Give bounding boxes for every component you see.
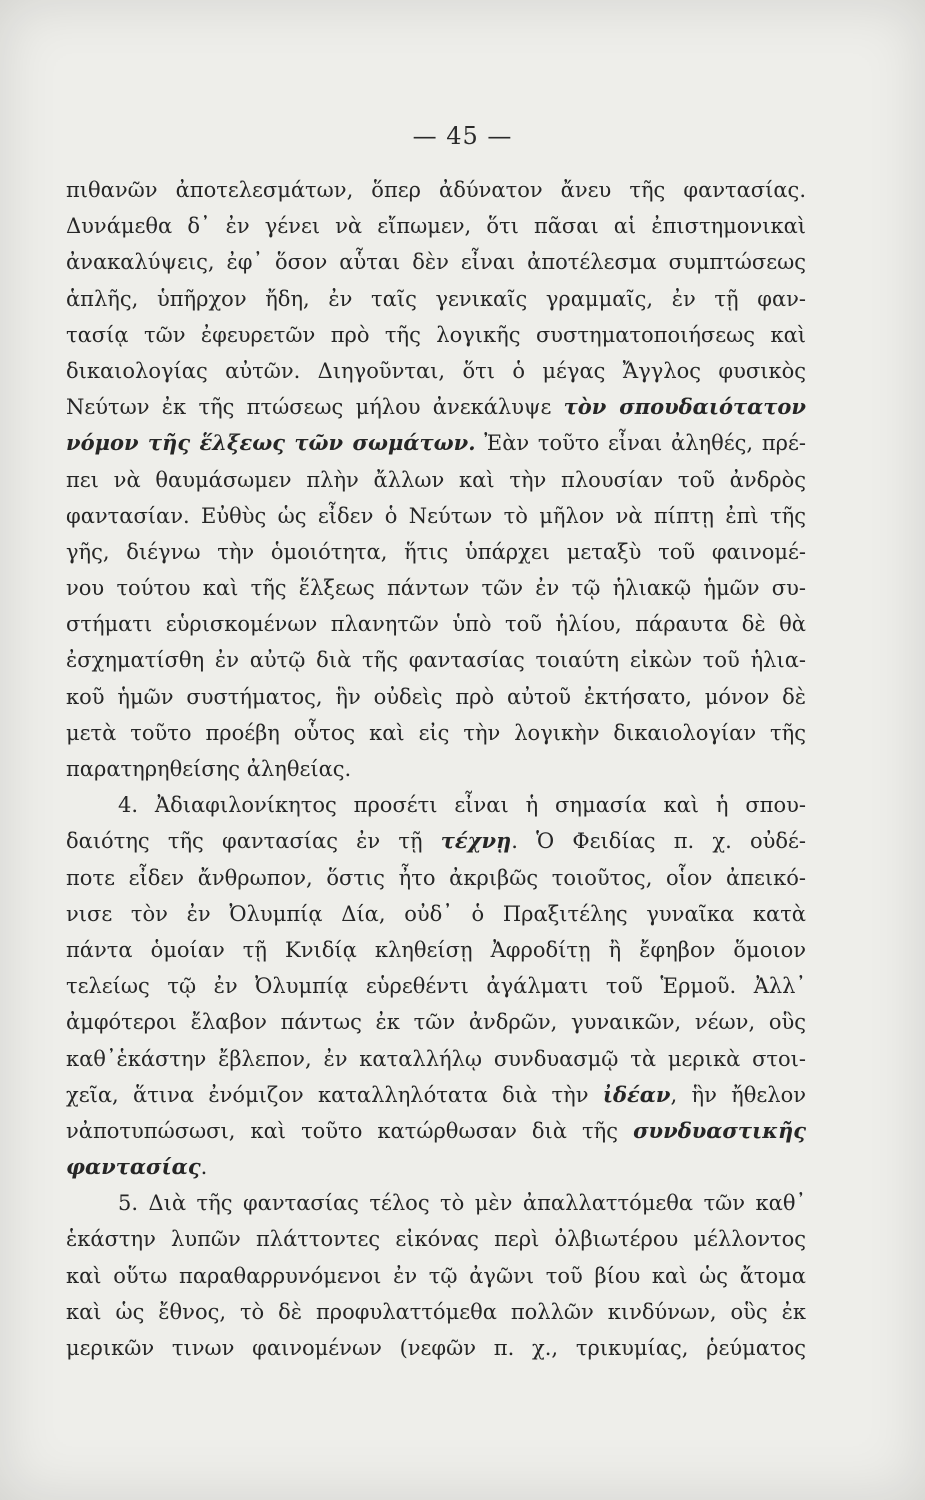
text-line [66,787,806,823]
line-text: 4. Ἀδιαφιλονίκητος προσέτι εἶναι ἡ σημασία καὶ ἡ σπου- [118,793,806,818]
text-line [66,751,806,787]
line-text: πάντα ὁμοίαν τῇ Κνιδίᾳ κληθείσῃ Ἀφροδίτῃ ἢ ἔφηβον ὅμοιον [66,937,806,962]
line-text: τασίᾳ τῶν ἐφευρετῶν πρὸ τῆς λογικῆς συστηματοποιήσεως καὶ [66,322,806,347]
text-line [66,353,806,389]
line-text: καὶ οὕτω παραθαρρυνόμενοι ἐν τῷ ἀγῶνι τοῦ βίου καὶ ὡς ἄτομα [66,1263,806,1288]
text-line [66,425,806,461]
line-text: καὶ ὡς ἔθνος, τὸ δὲ προφυλαττόμεθα πολλῶν κινδύνων, οὓς ἐκ [66,1299,806,1324]
line-text: 5. Διὰ τῆς φαντασίας τέλος τὸ μὲν ἀπαλλαττόμεθα τῶν καθ᾽ [118,1191,806,1216]
text-line [66,679,806,715]
text-line [66,1185,806,1221]
line-text: πει νὰ θαυμάσωμεν πλὴν ἄλλων καὶ τὴν πλουσίαν τοῦ ἀνδρὸς [66,467,806,492]
line-text: Ἐὰν τοῦτο εἶναι ἀληθές, πρέ- [475,431,806,456]
line-text: νἀποτυπώσωσι, καὶ τοῦτο κατώρθωσαν διὰ τῆς [66,1118,634,1143]
text-line [66,1041,806,1077]
line-text: νισε τὸν ἐν Ὀλυμπίᾳ Δία, οὐδ᾽ ὁ Πραξιτέλης γυναῖκα κατὰ [66,901,806,926]
line-text: δικαιολογίας αὐτῶν. Διηγοῦνται, ὅτι ὁ μέγας Ἄγγλος φυσικὸς [66,358,806,383]
text-line [66,389,806,425]
emphasized-text: συνδυαστικῆς [633,1117,806,1143]
text-line [66,1004,806,1040]
line-text: μερικῶν τινων φαινομένων (νεφῶν π. χ., τρικυμίας, ῥεύματος [66,1336,806,1360]
emphasized-text: τέχνῃ [440,828,512,854]
text-line [66,1149,806,1185]
text-line [66,317,806,353]
line-text: δαιότης τῆς φαντασίας ἐν τῇ [66,829,441,854]
line-text: στήματι εὑρισκομένων πλανητῶν ὑπὸ τοῦ ἡλίου, πάραυτα δὲ θὰ [66,612,806,637]
text-line [66,462,806,498]
text-line [66,1077,806,1113]
text-line [66,1221,806,1257]
line-text: φαντασίαν. Εὐθὺς ὡς εἶδεν ὁ Νεύτων τὸ μῆλον νὰ πίπτῃ ἐπὶ τῆς [66,503,806,528]
line-text: κοῦ ἡμῶν συστήματος, ἣν οὐδεὶς πρὸ αὐτοῦ ἐκτήσατο, μόνον δὲ [66,684,806,709]
line-text: καθ᾽ἑκάστην ἔβλεπον, ἐν καταλλήλῳ συνδυασμῷ τὰ μερικὰ στοι- [66,1046,806,1071]
text-line [66,1113,806,1149]
text-line [66,860,806,896]
text-line [66,534,806,570]
line-text: ἑκάστην λυπῶν πλάττοντες εἰκόνας περὶ ὀλβιωτέρου μέλλοντος [66,1227,806,1252]
emphasized-text: τὸν σπουδαιότατον [563,394,806,420]
body-text [66,172,806,1366]
line-text: ἀμφότεροι ἔλαβον πάντως ἐκ τῶν ἀνδρῶν, γυναικῶν, νέων, οὓς [66,1010,806,1035]
text-line [66,498,806,534]
line-text: ποτε εἶδεν ἄνθρωπον, ὅστις ἦτο ἀκριβῶς τοιοῦτος, οἷον ἀπεικό- [66,865,806,890]
text-line [66,896,806,932]
line-text: τελείως τῷ ἐν Ὀλυμπίᾳ εὑρεθέντι ἀγάλματι τοῦ Ἑρμοῦ. Ἀλλ᾽ [66,974,806,999]
text-line [66,244,806,280]
line-text: μετὰ τοῦτο προέβη οὗτος καὶ εἰς τὴν λογικὴν δικαιολογίαν τῆς [66,720,806,745]
emphasized-text: ἰδέαν [602,1081,671,1107]
emphasized-text: νόμον τῆς ἕλξεως τῶν σωμάτων. [66,430,476,456]
line-text: γῆς, διέγνω τὴν ὁμοιότητα, ἥτις ὑπάρχει μεταξὺ τοῦ φαινομέ- [66,539,806,564]
text-line [66,281,806,317]
line-text: , ἣν ἤθελον [670,1082,806,1107]
line-text: χεῖα, ἅτινα ἐνόμιζον καταλληλότατα διὰ τὴν [66,1082,603,1107]
line-text: ἐσχηματίσθη ἐν αὐτῷ διὰ τῆς φαντασίας τοιαύτη εἰκὼν τοῦ ἡλια- [66,648,806,673]
line-text: . Ὁ Φειδίας π. χ. οὐδέ- [511,829,806,854]
text-line [66,606,806,642]
text-line [66,1330,806,1366]
text-line [66,208,806,244]
text-line [66,172,806,208]
line-text: Δυνάμεθα δ᾽ ἐν γένει νὰ εἴπωμεν, ὅτι πᾶσαι αἱ ἐπιστημονικαὶ [66,214,806,239]
line-text: ἁπλῆς, ὑπῆρχον ἤδη, ἐν ταῖς γενικαῖς γραμμαῖς, ἐν τῇ φαν- [66,286,806,311]
text-line [66,1258,806,1294]
line-text: πιθανῶν ἀποτελεσμάτων, ὅπερ ἀδύνατον ἄνευ τῆς φαντασίας. [66,178,806,202]
text-line [66,715,806,751]
text-line [66,932,806,968]
text-line [66,570,806,606]
text-line [66,642,806,678]
text-line [66,968,806,1004]
line-text: παρατηρηθείσης ἀληθείας. [66,757,352,781]
emphasized-text: φαντασίας [66,1154,201,1180]
line-text: Νεύτων ἐκ τῆς πτώσεως μήλου ἀνεκάλυψε [66,395,564,420]
page-number: — 45 — [412,122,513,150]
line-text: νου τούτου καὶ τῆς ἕλξεως πάντων τῶν ἐν τῷ ἡλιακῷ ἡμῶν συ- [66,576,806,601]
line-text: . [200,1155,208,1180]
text-line [66,1294,806,1330]
line-text: ἀνακαλύψεις, ἐφ᾽ ὅσον αὗται δὲν εἶναι ἀποτέλεσμα συμπτώσεως [66,250,806,275]
text-line [66,823,806,859]
